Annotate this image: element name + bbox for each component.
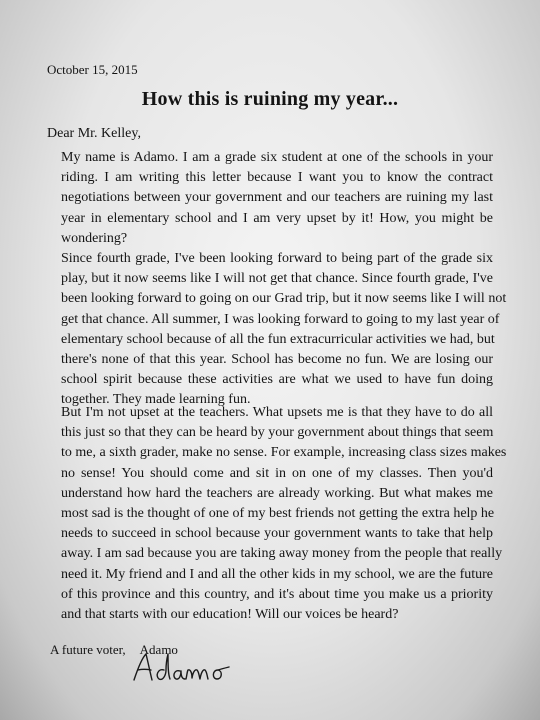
paragraph-line: wondering?	[61, 230, 128, 246]
paragraph-line: school spirit because these activities are what we used to have fun doing	[61, 372, 493, 388]
paragraph-line: away. I am sad because you are taking away money from the people that really	[61, 546, 503, 562]
paragraph-1	[47, 148, 493, 249]
paragraph-line: But I'm not upset at the teachers. What upsets me is that they have to do all	[61, 405, 493, 420]
paragraph-line: no sense! You should come and sit in on one of my classes. Then you'd	[61, 465, 493, 481]
paragraph-line: there's none of that this year. School has become no fun. We are losing our	[61, 352, 493, 368]
paragraph-line: get that chance. All summer, I was looking forward to going to my last year of	[61, 311, 500, 327]
paragraph-3	[47, 403, 507, 625]
paragraph-line: this just so that they can be heard by your government about things that seem	[61, 425, 494, 441]
paragraph-line: My name is Adamo. I am a grade six student at one of the schools in your	[61, 150, 493, 165]
paragraph-line: need it. My friend and I and all the other kids in my school, we are the future	[61, 566, 493, 582]
letter-title: How this is ruining my year...	[141, 88, 399, 110]
paragraph-2	[47, 249, 507, 411]
paragraph-line: of this province and this country, and it's about time you make us a priority	[61, 586, 493, 602]
paragraph-line: been looking forward to going on our Grad trip, but it now seems like I will not	[61, 291, 507, 307]
paragraph-line: together. They made learning fun.	[61, 392, 251, 408]
signer-name: Adamo	[139, 642, 178, 657]
paragraph-line: most sad is the thought of one of my best friends not getting the extra help he	[61, 506, 495, 522]
paragraph-line: play, but it now seems like I will not get that chance. Since fourth grade, I've	[61, 271, 493, 287]
paragraph-line: elementary school because of all the fun extracurricular activities we had, but	[61, 331, 495, 347]
paragraph-line: riding. I am writing this letter because I want you to know the contract	[61, 170, 493, 186]
paragraph-line: needs to succeed in school because your government wants to take that help	[61, 526, 493, 542]
letter-date: October 15, 2015	[47, 62, 138, 77]
paragraph-line: negotiations between your government and our teachers are ruining my last	[61, 190, 493, 206]
closing-phrase: A future voter,	[50, 642, 126, 657]
paragraph-line: Since fourth grade, I've been looking forward to being part of the grade six	[61, 251, 493, 266]
handwritten-signature	[128, 650, 238, 690]
paragraph-line: understand how hard the teachers are already working. But what makes me	[61, 485, 493, 501]
paragraph-line: year in elementary school and I am very upset by it! How, you might be	[61, 210, 493, 226]
paragraph-line: and that starts with our education! Will our voices be heard?	[61, 607, 399, 623]
salutation: Dear Mr. Kelley,	[47, 126, 141, 141]
paragraph-line: to me, a sixth grader, make no sense. For example, increasing class sizes makes	[61, 445, 507, 461]
